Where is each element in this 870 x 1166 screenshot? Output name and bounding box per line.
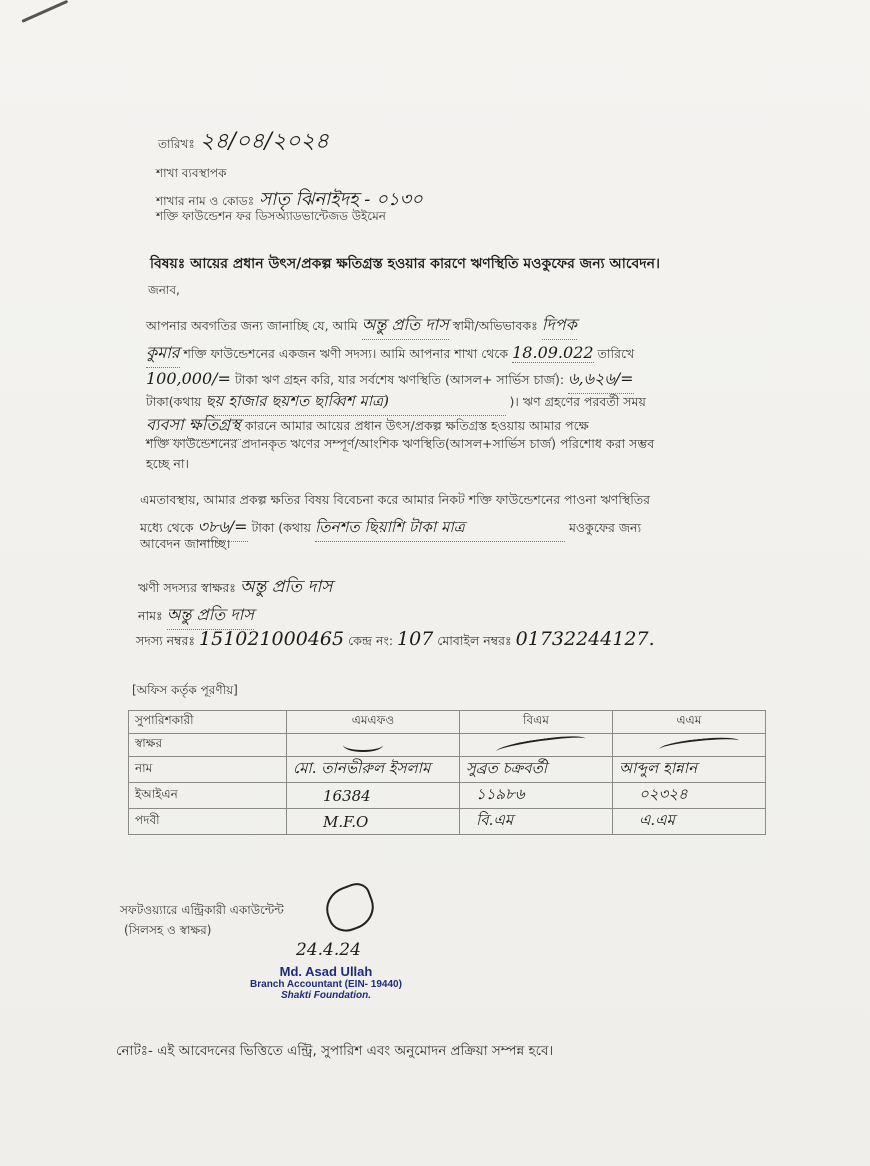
mobile-number: 01732244127. bbox=[515, 628, 655, 650]
center-label: কেন্দ্র নং: bbox=[348, 633, 394, 648]
loan-balance: ৬,৬২৬/= bbox=[568, 369, 634, 388]
para1-text: কারনে আমার আয়ের প্রধান উৎস/প্রকল্প ক্ষতিগ্রস্ত হওয়ায় আমার পক্ষে bbox=[244, 418, 589, 433]
para1-text: )। ঋণ গ্রহণের পরবর্তী সময় bbox=[509, 394, 646, 409]
para1-line1 bbox=[146, 312, 577, 340]
bm-name: সুব্রত চক্রবর্তী bbox=[465, 759, 548, 777]
member-no-label: সদস্য নম্বরঃ bbox=[136, 633, 196, 648]
applicant-name: অন্তু প্রতি দাস bbox=[361, 315, 449, 334]
table-row bbox=[129, 711, 766, 734]
para1-line6: শক্তি ফাউন্ডেশনের প্রদানকৃত ঋণের সম্পূর্ণ/আংশিক ঋণস্থিতি(আসল+সার্ভিস চার্জ) পরিশোধ করা সম্ভব bbox=[146, 436, 655, 451]
para1-text: টাকা ঋণ গ্রহন করি, যার সর্বশেষ ঋণস্থিতি (আসল+ সার্ভিস চার্জ): bbox=[234, 372, 565, 387]
branch-value: সাতৃ ঝিনাইদহ - ০১৩০ bbox=[259, 189, 423, 210]
accountant-sublabel: (সিলসহ ও স্বাক্ষর) bbox=[124, 923, 212, 937]
am-signature-cell bbox=[612, 734, 765, 757]
branch-label: শাখার নাম ও কোডঃ bbox=[156, 194, 255, 208]
date-label: তারিখঃ bbox=[158, 137, 195, 151]
guardian-name-cont: কুমার bbox=[146, 343, 180, 362]
office-heading: [অফিস কর্তৃক পূরণীয়] bbox=[132, 683, 238, 697]
para1-text: তারিখে bbox=[597, 346, 635, 361]
am-ein: ০২৩২৪ bbox=[638, 785, 688, 803]
row-label: নাম bbox=[129, 757, 287, 783]
accountant-signature bbox=[320, 879, 380, 937]
bm-title: বি.এম bbox=[475, 811, 514, 829]
loan-amount: 100,000/= bbox=[146, 369, 231, 388]
balance-in-words: ছয় হাজার ছয়শত ছাব্বিশ মাত্র) bbox=[205, 392, 389, 410]
mfo-title: M.F.O bbox=[323, 812, 369, 831]
table-row bbox=[129, 783, 766, 809]
organization-name: শক্তি ফাউন্ডেশন ফর ডিসঅ্যাডভান্টেজড উইমেন bbox=[156, 209, 386, 223]
accountant-stamp bbox=[236, 964, 416, 1001]
col-header: এমএফও bbox=[287, 711, 460, 734]
row-label: পদবী bbox=[129, 809, 287, 835]
para1-line7: হচ্ছে না। bbox=[146, 456, 189, 471]
member-signature-label: ঋণী সদস্যর স্বাক্ষরঃ bbox=[138, 580, 236, 595]
member-name: অন্তু প্রতি দাস bbox=[166, 605, 254, 624]
loss-reason: ব্যবসা ক্ষতিগ্রস্থ bbox=[146, 415, 241, 434]
member-numbers-line bbox=[136, 628, 655, 653]
accountant-label: সফটওয়্যারে এন্ট্রিকারী একাউন্টেন্ট bbox=[120, 903, 284, 917]
mfo-signature-cell bbox=[287, 734, 460, 757]
para2-line1: এমতাবস্থায়, আমার প্রকল্প ক্ষতির বিষয় বিবেচনা করে আমার নিকট শক্তি ফাউন্ডেশনের পাওনা ঋণস্থিতির bbox=[140, 492, 651, 507]
para1-line2 bbox=[146, 340, 634, 368]
para1-text: টাকা(কথায় bbox=[146, 394, 202, 409]
waiver-in-words: তিনশত ছিয়াশি টাকা মাত্র bbox=[314, 518, 465, 536]
stamp-title: Branch Accountant (EIN- 19440) bbox=[250, 979, 402, 990]
member-signature-line bbox=[138, 574, 333, 602]
para1-text: শক্তি ফাউন্ডেশনের একজন ঋণী সদস্য। আমি আপনার শাখা থেকে bbox=[183, 346, 509, 361]
pen-stroke-mark bbox=[21, 0, 68, 23]
table-row bbox=[129, 809, 766, 835]
center-number: 107 bbox=[397, 628, 434, 650]
row-label: সুপারিশকারী bbox=[129, 711, 287, 734]
para2-line3: আবেদন জানাচ্ছি। bbox=[140, 536, 231, 551]
row-label: ইআইএন bbox=[129, 783, 287, 809]
stamp-name: Md. Asad Ullah bbox=[279, 964, 373, 979]
subject-line: বিষয়ঃ আয়ের প্রধান উৎস/প্রকল্প ক্ষতিগ্রস্ত হওয়ার কারণে ঋণস্থিতি মওকুফের জন্য আবেদন। bbox=[150, 256, 660, 272]
para1-text: আপনার অবগতির জন্য জানাচ্ছি যে, আমি bbox=[146, 318, 358, 333]
office-table bbox=[128, 710, 766, 835]
am-name: আব্দুল হান্নান bbox=[618, 759, 698, 777]
member-signature: অন্তু প্রতি দাস bbox=[239, 577, 333, 597]
am-title: এ.এম bbox=[638, 811, 675, 829]
stamp-org: Shakti Foundation. bbox=[281, 990, 371, 1001]
table-row bbox=[129, 757, 766, 783]
table-row bbox=[129, 734, 766, 757]
date-line bbox=[158, 124, 329, 161]
para1-text: স্বামী/অভিভাবকঃ bbox=[452, 318, 538, 333]
addressee-title: শাখা ব্যবস্থাপক bbox=[156, 166, 227, 180]
para2-text: মধ্যে থেকে bbox=[140, 520, 194, 535]
member-name-line bbox=[138, 602, 254, 630]
accountant-date: 24.4.24 bbox=[296, 940, 361, 960]
guardian-name: দিপক bbox=[541, 315, 577, 334]
waiver-amount: ৩৮৬/= bbox=[197, 517, 248, 536]
para2-text: টাকা (কথায় bbox=[251, 520, 311, 535]
date-value: ২৪/০৪/২০২৪ bbox=[199, 129, 330, 154]
member-number: 151021000465 bbox=[199, 628, 345, 650]
bm-signature-cell bbox=[459, 734, 612, 757]
row-label: স্বাক্ষর bbox=[129, 734, 287, 757]
salutation: জনাব, bbox=[148, 283, 180, 297]
footer-note: নোটঃ- এই আবেদনের ভিত্তিতে এন্ট্রি, সুপারিশ এবং অনুমোদন প্রক্রিয়া সম্পন্ন হবে। bbox=[116, 1043, 554, 1059]
para2-text: মওকুফের জন্য bbox=[568, 520, 642, 535]
col-header: এএম bbox=[612, 711, 765, 734]
bm-ein: ১১৯৮৬ bbox=[475, 785, 525, 803]
mfo-ein: 16384 bbox=[323, 786, 371, 805]
mobile-label: মোবাইল নম্বরঃ bbox=[437, 633, 512, 648]
member-name-label: নামঃ bbox=[138, 608, 163, 623]
col-header: বিএম bbox=[459, 711, 612, 734]
mfo-name: মো. তানভীরুল ইসলাম bbox=[293, 759, 431, 777]
loan-date: 18.09.022 bbox=[512, 343, 594, 362]
